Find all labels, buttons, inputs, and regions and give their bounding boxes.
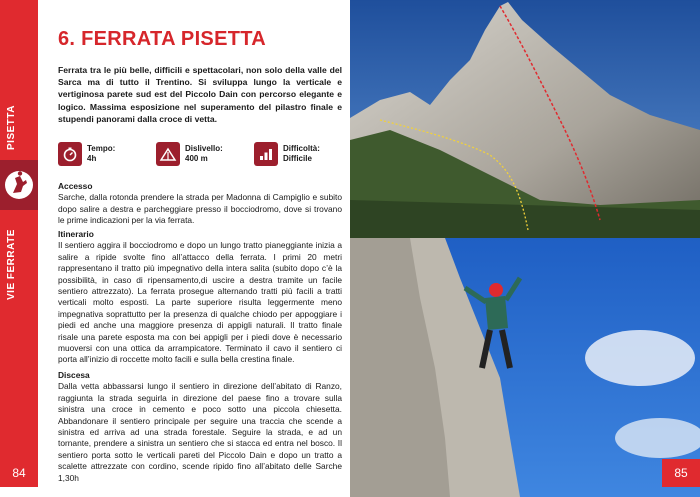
section-discesa-text: Dalla vetta abbassarsi lungo il sentiero in direzione dell’abitato di Ranzo, raggiunta la strada seguirla in direzione del paese fino a trovare sulla sinistra una croce in cemento e poco sotto una piccola chiesetta. Abbandonare il sentiero principale per seguire una traccia che scende a sinistra ed arriva ad una strada forestale. Seguire la strada, e ad un tornante, prendere a sinistra un sentiero che si stacca ed entra nel bosco. Il sentiero porta sotto le verticali pareti del Piccolo Dain e dopo un tratto a scalette attrezzate con cordino, scende ripido fino all’abitato delle Sarche 1,30h xyxy=(58,381,342,483)
section-accesso-heading: Accesso xyxy=(58,181,93,191)
stat-dislivello-value: 400 m xyxy=(185,154,208,163)
stopwatch-icon xyxy=(58,142,82,166)
bars-icon xyxy=(254,142,278,166)
stat-tempo-value: 4h xyxy=(87,154,97,163)
tab-pisetta-label: PISETTA xyxy=(6,105,17,150)
right-page xyxy=(350,0,700,497)
page-title: 6. FERRATA PISETTA xyxy=(58,28,266,50)
stats-row xyxy=(58,140,342,168)
section-itinerario xyxy=(58,229,342,366)
stat-difficolta xyxy=(254,140,340,168)
stat-dislivello xyxy=(156,140,242,168)
section-discesa-heading: Discesa xyxy=(58,370,90,380)
section-itinerario-heading: Itinerario xyxy=(58,229,94,239)
section-accesso-text: Sarche, dalla rotonda prendere la strada per Madonna di Campiglio e subito dopo salire a destra e parcheggiare presso il bocciodromo, dove si trovano le prime indicazioni per la via ferrata. xyxy=(58,192,342,226)
stat-tempo xyxy=(58,140,144,168)
section-discesa xyxy=(58,370,342,484)
page-number-left: 84 xyxy=(0,459,38,487)
stat-difficolta-value: Difficile xyxy=(283,154,312,163)
stat-difficolta-label: Difficoltà: xyxy=(283,144,320,153)
tab-vie-ferrate[interactable] xyxy=(0,210,38,460)
climber-badge xyxy=(0,160,38,210)
page-number-right: 85 xyxy=(662,459,700,487)
mountain-photo xyxy=(350,0,700,238)
climber-icon xyxy=(0,160,38,210)
intro-paragraph: Ferrata tra le più belle, difficili e spettacolari, non solo della valle del Sarca ma di tutto il Trentino. Si sviluppa lungo la verticale e vertiginosa parete sud est del Piccolo Dain con percorso elegante e logico. Massima esposizione nel superamento del pilastro finale e stupendi panorami dalla croce di vetta. xyxy=(58,65,342,124)
section-itinerario-text: Il sentiero aggira il bocciodromo e dopo un lungo tratto pianeggiante inizia a salire a ripide svolte fino all’attacco della ferrata. I primi 20 metri rappresentano il tratto più impegnativo della intera salita (subito dopo c’è la possibilità, in caso di ripensamento,di uscire a destra tramite un facile sentiero attrezzato). La ferrata prosegue alternando tratti più facili a tratti verticali molto esposti. La parte superiore risulta leggermente meno impegnativa soprattutto per la presenza di qualche chiodo per appoggiare i piedi ed anche una maggiore presenza di appigli naturali. Il tratto finale risale una parete esposta ma con bei appigli per i piedi dove è necessario muoversi con una ottica da arrampicatore. Terminato il cavo il sentiero ci porta all’inizio di roccette molto facili e sulla bella crestina finale. xyxy=(58,240,342,365)
stat-tempo-label: Tempo: xyxy=(87,144,116,153)
sidebar xyxy=(0,0,38,497)
tab-pisetta[interactable] xyxy=(0,0,38,160)
climber-photo xyxy=(350,238,700,497)
tab-vie-ferrate-label: VIE FERRATE xyxy=(6,229,17,300)
section-accesso xyxy=(58,181,342,227)
stat-dislivello-label: Dislivello: xyxy=(185,144,223,153)
left-page xyxy=(38,0,350,497)
mountain-icon xyxy=(156,142,180,166)
